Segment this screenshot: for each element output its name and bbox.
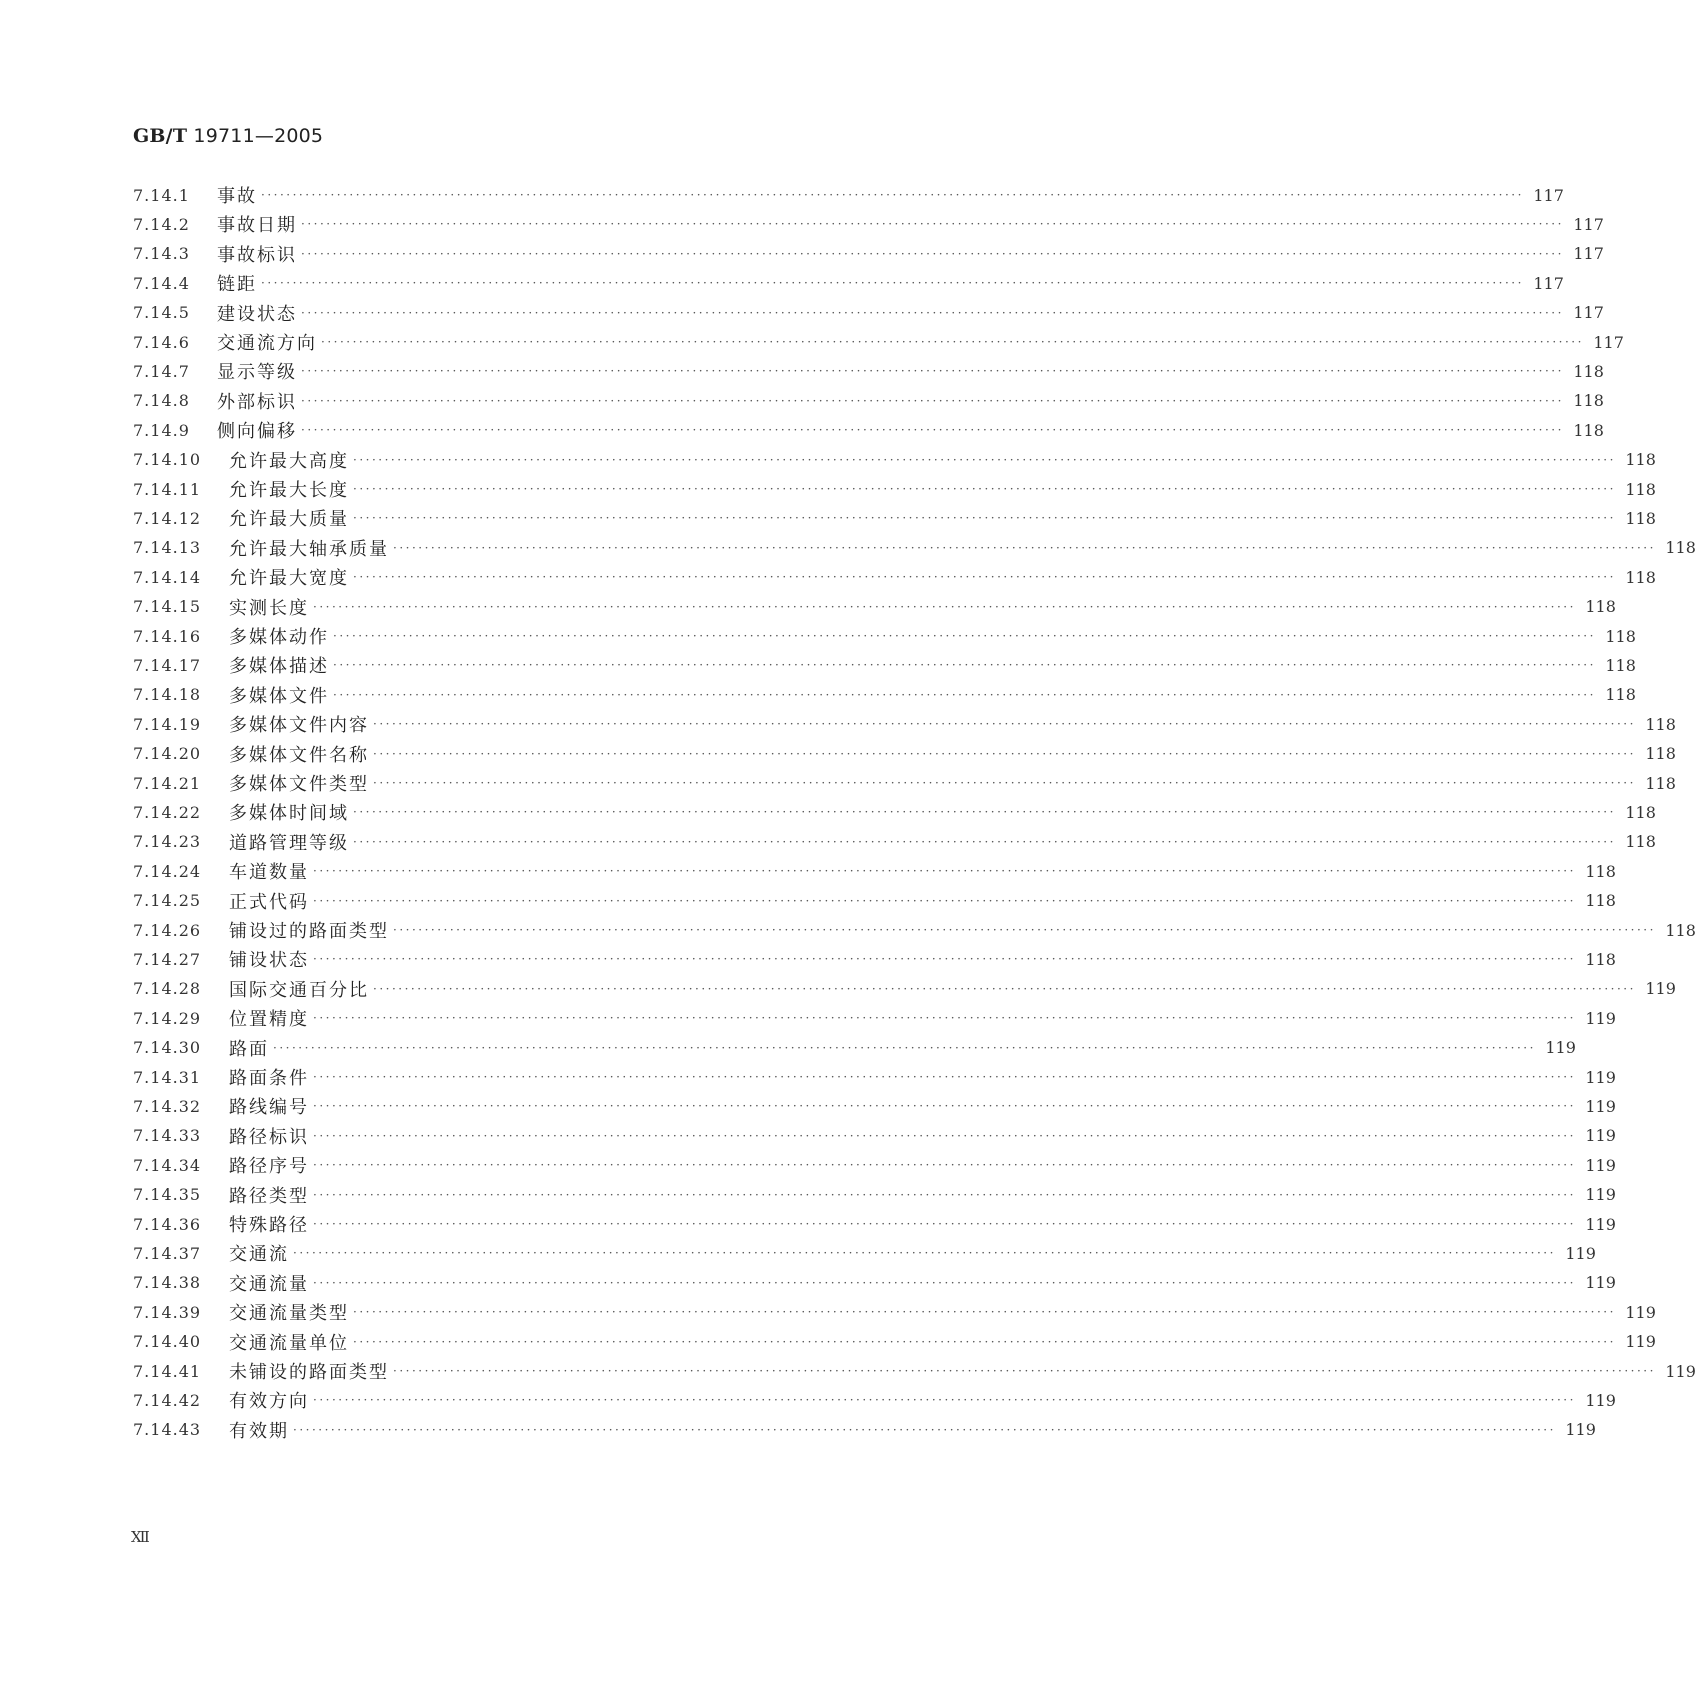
- toc-entry-number: 7.14.25: [133, 891, 202, 911]
- toc-leader-dots: ········································································································································································································: [333, 658, 1596, 673]
- toc-entry-title: 交通流量单位: [229, 1332, 349, 1354]
- toc-entry-title: 路径类型: [229, 1185, 309, 1207]
- toc-entry[interactable]: [133, 180, 1564, 210]
- toc-entry-page: 118: [1573, 361, 1604, 381]
- toc-leader-dots: ········································································································································································································: [301, 423, 1564, 438]
- toc-entry-number: 7.14.14: [133, 567, 202, 587]
- toc-entry-number: 7.14.41: [133, 1361, 202, 1381]
- toc-leader-dots: ········································································································································································································: [333, 629, 1596, 643]
- toc-entry-page: 119: [1585, 1273, 1616, 1293]
- toc-entry[interactable]: [133, 1415, 1596, 1445]
- toc-entry-page: 119: [1565, 1420, 1596, 1440]
- toc-entry-number: 7.14.43: [133, 1420, 202, 1440]
- toc-entry-number: 7.14.15: [133, 597, 202, 617]
- toc-entry-title: 位置精度: [229, 1009, 309, 1031]
- toc-leader-dots: ········································································································································································································: [353, 1334, 1616, 1349]
- toc-leader-dots: ········································································································································································································: [373, 717, 1636, 732]
- toc-entry-page: 118: [1573, 420, 1604, 440]
- toc-entry[interactable]: [133, 944, 1616, 974]
- toc-entry-title: 事故日期: [217, 215, 297, 237]
- toc-entry-number: 7.14.10: [133, 450, 202, 470]
- toc-leader-dots: ········································································································································································································: [313, 952, 1576, 967]
- toc-leader-dots: ········································································································································································································: [301, 393, 1564, 408]
- document-header: [133, 125, 323, 147]
- toc-leader-dots: ········································································································································································································: [301, 364, 1564, 379]
- toc-entry[interactable]: [133, 915, 1696, 945]
- toc-entry-number: 7.14.22: [133, 802, 202, 822]
- toc-leader-dots: ········································································································································································································: [261, 188, 1524, 202]
- toc-leader-dots: ········································································································································································································: [313, 1187, 1576, 1202]
- toc-entry-number: 7.14.30: [133, 1038, 202, 1058]
- toc-entry[interactable]: [133, 1033, 1576, 1063]
- toc-entry-page: 118: [1645, 773, 1676, 793]
- toc-entry[interactable]: [133, 445, 1656, 475]
- toc-entry-page: 118: [1585, 861, 1616, 881]
- toc-entry-title: 多媒体文件类型: [229, 774, 369, 795]
- toc-entry[interactable]: [133, 1209, 1616, 1239]
- toc-entry-title: 有效方向: [229, 1391, 309, 1413]
- toc-entry-page: 119: [1625, 1332, 1656, 1352]
- toc-entry-page: 119: [1585, 1126, 1616, 1146]
- toc-entry[interactable]: [133, 1327, 1656, 1357]
- toc-entry-number: 7.14.1: [133, 185, 190, 205]
- toc-entry-title: 交通流: [229, 1244, 289, 1266]
- toc-entry[interactable]: [133, 1238, 1596, 1268]
- toc-entry-title: 建设状态: [217, 303, 297, 325]
- toc-entry-page: 119: [1585, 1155, 1616, 1175]
- toc-entry-title: 特殊路径: [229, 1215, 309, 1236]
- toc-entry-page: 119: [1645, 979, 1676, 999]
- toc-entry-title: 允许最大长度: [229, 480, 349, 501]
- toc-entry-title: 铺设过的路面类型: [229, 921, 389, 942]
- toc-entry-number: 7.14.6: [133, 332, 190, 352]
- toc-entry-page: 119: [1585, 1096, 1616, 1116]
- toc-entry-title: 交通流量类型: [229, 1303, 349, 1325]
- toc-entry[interactable]: [133, 239, 1604, 269]
- toc-entry-page: 119: [1585, 1214, 1616, 1234]
- toc-leader-dots: ········································································································································································································: [313, 1070, 1576, 1084]
- toc-leader-dots: ········································································································································································································: [333, 687, 1596, 702]
- toc-leader-dots: ········································································································································································································: [313, 1217, 1576, 1231]
- toc-entry-number: 7.14.31: [133, 1067, 202, 1087]
- toc-entry-page: 119: [1545, 1038, 1576, 1058]
- toc-leader-dots: ········································································································································································································: [373, 776, 1636, 790]
- standard-code: GB/T: [133, 125, 188, 147]
- toc-entry[interactable]: [133, 327, 1624, 357]
- toc-entry-page: 118: [1625, 508, 1656, 528]
- toc-entry-number: 7.14.29: [133, 1008, 202, 1028]
- toc-entry[interactable]: [133, 974, 1676, 1004]
- toc-leader-dots: ········································································································································································································: [313, 893, 1576, 908]
- toc-entry-number: 7.14.38: [133, 1273, 202, 1293]
- toc-entry-title: 侧向偏移: [217, 421, 297, 443]
- toc-entry-page: 118: [1573, 391, 1604, 411]
- toc-entry-page: 118: [1645, 744, 1676, 764]
- toc-entry-title: 允许最大质量: [229, 509, 349, 531]
- toc-entry[interactable]: [133, 474, 1656, 504]
- toc-entry-title: 事故: [217, 186, 257, 207]
- toc-entry-title: 多媒体描述: [229, 656, 329, 678]
- toc-entry-number: 7.14.26: [133, 920, 202, 940]
- toc-leader-dots: ········································································································································································································: [321, 335, 1584, 349]
- toc-entry[interactable]: [133, 533, 1696, 563]
- toc-entry-page: 119: [1585, 1185, 1616, 1205]
- toc-entry-page: 119: [1665, 1361, 1696, 1381]
- toc-leader-dots: ········································································································································································································: [353, 482, 1616, 496]
- toc-entry-number: 7.14.27: [133, 949, 202, 969]
- toc-entry-page: 119: [1625, 1302, 1656, 1322]
- toc-leader-dots: ········································································································································································································: [313, 1128, 1576, 1143]
- toc-leader-dots: ········································································································································································································: [313, 1011, 1576, 1026]
- toc-leader-dots: ········································································································································································································: [353, 805, 1616, 820]
- toc-entry[interactable]: [133, 298, 1604, 328]
- toc-entry-page: 118: [1625, 802, 1656, 822]
- toc-entry-page: 119: [1585, 1067, 1616, 1087]
- toc-entry-number: 7.14.11: [133, 479, 202, 499]
- toc-entry-title: 多媒体动作: [229, 627, 329, 648]
- standard-number: 19711—2005: [193, 125, 324, 147]
- toc-entry-number: 7.14.5: [133, 303, 190, 323]
- toc-entry[interactable]: [133, 209, 1604, 239]
- toc-entry-title: 路面条件: [229, 1068, 309, 1089]
- toc-entry-page: 118: [1645, 714, 1676, 734]
- toc-entry-number: 7.14.23: [133, 832, 202, 852]
- toc-entry-number: 7.14.37: [133, 1243, 202, 1263]
- toc-entry[interactable]: [133, 1121, 1616, 1151]
- toc-entry-number: 7.14.19: [133, 714, 202, 734]
- toc-leader-dots: ········································································································································································································: [301, 246, 1564, 261]
- toc-leader-dots: ········································································································································································································: [353, 1305, 1616, 1320]
- toc-entry-number: 7.14.34: [133, 1155, 202, 1175]
- page-number: Ⅻ: [131, 1528, 150, 1546]
- toc-entry[interactable]: [133, 268, 1564, 298]
- toc-leader-dots: ········································································································································································································: [261, 276, 1524, 291]
- toc-entry[interactable]: [133, 739, 1676, 769]
- toc-entry-title: 显示等级: [217, 362, 297, 384]
- toc-entry-page: 118: [1625, 832, 1656, 852]
- toc-entry[interactable]: [133, 827, 1656, 857]
- toc-entry-number: 7.14.40: [133, 1332, 202, 1352]
- toc-entry-title: 多媒体文件: [229, 685, 329, 707]
- toc-entry-number: 7.14.28: [133, 979, 202, 999]
- toc-leader-dots: ········································································································································································································: [301, 305, 1564, 320]
- toc-leader-dots: ········································································································································································································: [273, 1040, 1536, 1055]
- toc-leader-dots: ········································································································································································································: [313, 1393, 1576, 1408]
- toc-entry[interactable]: [133, 592, 1616, 622]
- toc-leader-dots: ········································································································································································································: [373, 981, 1636, 996]
- toc-entry-number: 7.14.20: [133, 744, 202, 764]
- toc-entry[interactable]: [133, 768, 1676, 798]
- toc-entry[interactable]: [133, 1385, 1616, 1415]
- toc-entry-title: 路面: [229, 1038, 269, 1060]
- toc-entry-title: 交通流量: [229, 1273, 309, 1295]
- toc-entry-number: 7.14.12: [133, 508, 202, 528]
- toc-entry-number: 7.14.24: [133, 861, 202, 881]
- toc-entry-page: 118: [1625, 479, 1656, 499]
- toc-entry-title: 有效期: [229, 1420, 289, 1442]
- toc-leader-dots: ········································································································································································································: [301, 217, 1564, 232]
- toc-entry-number: 7.14.17: [133, 655, 202, 675]
- toc-leader-dots: ········································································································································································································: [313, 864, 1576, 879]
- toc-entry-title: 多媒体时间域: [229, 803, 349, 825]
- toc-entry[interactable]: [133, 886, 1616, 916]
- toc-entry-number: 7.14.33: [133, 1126, 202, 1146]
- toc-entry[interactable]: [133, 1297, 1656, 1327]
- toc-entry-number: 7.14.9: [133, 420, 190, 440]
- toc-leader-dots: ········································································································································································································: [393, 923, 1656, 937]
- toc-entry-title: 实测长度: [229, 597, 309, 619]
- toc-entry-page: 119: [1565, 1243, 1596, 1263]
- toc-entry-page: 118: [1585, 891, 1616, 911]
- toc-entry[interactable]: [133, 650, 1636, 680]
- toc-leader-dots: ········································································································································································································: [353, 452, 1616, 467]
- toc-leader-dots: ········································································································································································································: [313, 599, 1576, 614]
- toc-entry-title: 外部标识: [217, 391, 297, 413]
- toc-entry-page: 118: [1585, 949, 1616, 969]
- toc-entry-page: 118: [1625, 567, 1656, 587]
- toc-entry-page: 117: [1573, 214, 1604, 234]
- toc-leader-dots: ········································································································································································································: [313, 1275, 1576, 1290]
- toc-entry-number: 7.14.13: [133, 538, 202, 558]
- toc-entry-number: 7.14.21: [133, 773, 202, 793]
- toc-entry-title: 允许最大轴承质量: [229, 538, 389, 560]
- toc-leader-dots: ········································································································································································································: [353, 570, 1616, 585]
- toc-entry-number: 7.14.32: [133, 1096, 202, 1116]
- toc-entry-number: 7.14.3: [133, 244, 190, 264]
- toc-entry-title: 铺设状态: [229, 950, 309, 972]
- toc-entry-title: 车道数量: [229, 862, 309, 884]
- toc-entry[interactable]: [133, 503, 1656, 533]
- toc-entry-page: 118: [1665, 920, 1696, 940]
- toc-entry-title: 链距: [217, 274, 257, 296]
- toc-entry[interactable]: [133, 621, 1636, 651]
- toc-entry-number: 7.14.18: [133, 685, 202, 705]
- toc-entry[interactable]: [133, 1268, 1616, 1298]
- toc-entry[interactable]: [133, 1091, 1616, 1121]
- toc-entry[interactable]: [133, 415, 1604, 445]
- toc-entry-title: 道路管理等级: [229, 832, 349, 854]
- toc-entry-title: 路径序号: [229, 1156, 309, 1178]
- toc-entry[interactable]: [133, 1180, 1616, 1210]
- toc-entry[interactable]: [133, 356, 1604, 386]
- toc-entry-title: 未铺设的路面类型: [229, 1362, 389, 1383]
- toc-entry-title: 多媒体文件名称: [229, 744, 369, 766]
- toc-entry[interactable]: [133, 709, 1676, 739]
- toc-entry-number: 7.14.8: [133, 391, 190, 411]
- toc-entry-page: 117: [1573, 244, 1604, 264]
- toc-entry-title: 国际交通百分比: [229, 979, 369, 1001]
- toc-entry-number: 7.14.7: [133, 361, 190, 381]
- toc-entry-page: 118: [1585, 597, 1616, 617]
- toc-entry-page: 118: [1605, 655, 1636, 675]
- toc-leader-dots: ········································································································································································································: [393, 540, 1656, 555]
- toc-entry-page: 117: [1533, 273, 1564, 293]
- toc-entry-title: 多媒体文件内容: [229, 715, 369, 737]
- toc-entry-title: 允许最大高度: [229, 450, 349, 472]
- toc-entry-number: 7.14.42: [133, 1390, 202, 1410]
- toc-leader-dots: ········································································································································································································: [313, 1099, 1576, 1114]
- toc-entry-title: 允许最大宽度: [229, 568, 349, 590]
- toc-leader-dots: ········································································································································································································: [393, 1364, 1656, 1378]
- toc-entry-page: 118: [1605, 685, 1636, 705]
- toc-entry-page: 118: [1665, 538, 1696, 558]
- toc-entry-page: 117: [1533, 185, 1564, 205]
- toc-entry-number: 7.14.4: [133, 273, 190, 293]
- toc-entry[interactable]: [133, 1003, 1616, 1033]
- toc-leader-dots: ········································································································································································································: [373, 746, 1636, 761]
- toc-entry[interactable]: [133, 386, 1604, 416]
- toc-entry-page: 117: [1593, 332, 1624, 352]
- toc-entry-number: 7.14.35: [133, 1185, 202, 1205]
- toc-leader-dots: ········································································································································································································: [293, 1246, 1556, 1261]
- toc-entry-title: 交通流方向: [217, 333, 317, 354]
- toc-entry[interactable]: [133, 1356, 1696, 1386]
- toc-entry-title: 正式代码: [229, 891, 309, 913]
- toc-entry-number: 7.14.36: [133, 1214, 202, 1234]
- toc-entry-page: 118: [1605, 626, 1636, 646]
- toc-leader-dots: ········································································································································································································: [353, 511, 1616, 526]
- toc-entry-page: 118: [1625, 450, 1656, 470]
- toc-entry[interactable]: [133, 1062, 1616, 1092]
- toc-entry-number: 7.14.39: [133, 1302, 202, 1322]
- toc-entry[interactable]: [133, 562, 1656, 592]
- toc-entry-number: 7.14.16: [133, 626, 202, 646]
- toc-leader-dots: ········································································································································································································: [293, 1422, 1556, 1437]
- toc-entry-title: 路线编号: [229, 1097, 309, 1119]
- toc-leader-dots: ········································································································································································································: [313, 1158, 1576, 1173]
- toc-entry-number: 7.14.2: [133, 214, 190, 234]
- toc-entry[interactable]: [133, 856, 1616, 886]
- toc-entry[interactable]: [133, 680, 1636, 710]
- toc-entry[interactable]: [133, 797, 1656, 827]
- toc-entry-title: 路径标识: [229, 1126, 309, 1148]
- toc-entry-page: 119: [1585, 1008, 1616, 1028]
- toc-entry-title: 事故标识: [217, 244, 297, 266]
- toc-entry-page: 119: [1585, 1390, 1616, 1410]
- toc-entry[interactable]: [133, 1150, 1616, 1180]
- toc-entry-page: 117: [1573, 303, 1604, 323]
- toc-leader-dots: ········································································································································································································: [353, 834, 1616, 849]
